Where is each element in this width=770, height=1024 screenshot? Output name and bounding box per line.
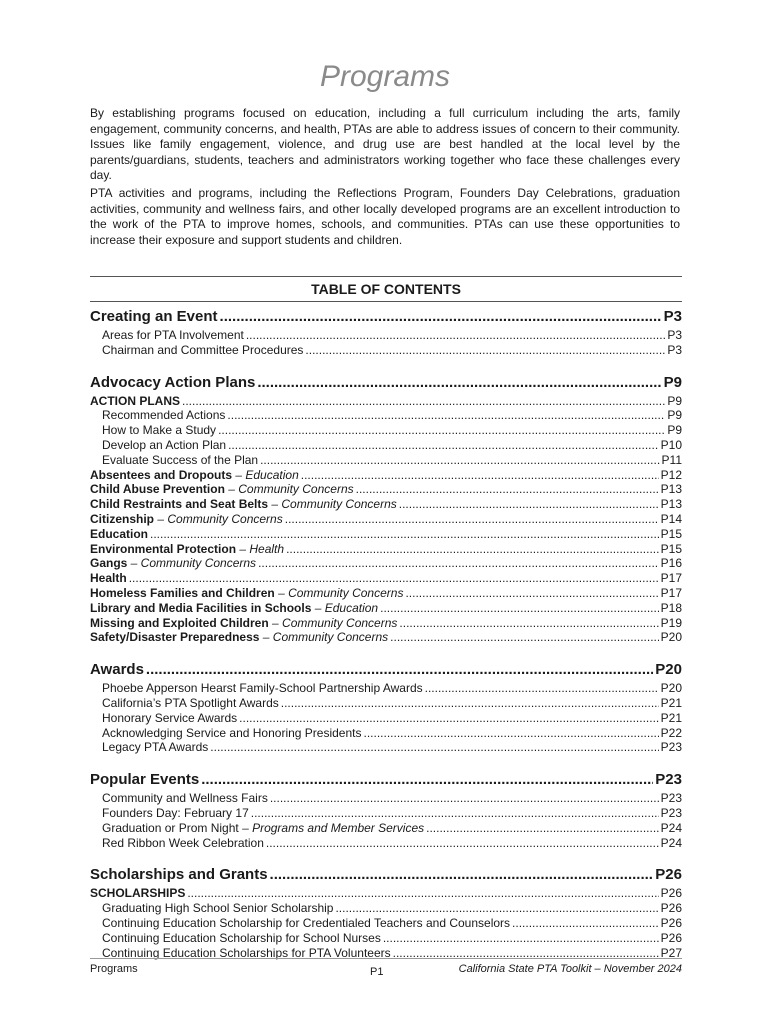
- toc-entry-title: Continuing Education Scholarships for PTA Volunteers: [102, 945, 391, 960]
- toc-leader-dots: [210, 740, 658, 755]
- toc-entry-title: Red Ribbon Week Celebration: [102, 835, 264, 850]
- toc-entry-page: P21: [660, 710, 682, 725]
- toc-leader-dots: [399, 497, 659, 512]
- toc-entry-page: P16: [660, 556, 682, 571]
- toc-entry[interactable]: [90, 512, 682, 527]
- toc-entry-title: Absentees and Dropouts: [90, 467, 233, 482]
- toc-entry-page: P19: [660, 615, 682, 630]
- toc-heading: TABLE OF CONTENTS: [311, 281, 461, 297]
- toc-entry-title: Legacy PTA Awards: [102, 740, 209, 755]
- toc-leader-dots: [286, 542, 659, 557]
- toc-entry[interactable]: [90, 681, 682, 696]
- toc-entry-page: P12: [660, 467, 682, 482]
- toc-entry-label: [90, 423, 216, 438]
- toc-entry-page: P22: [660, 725, 682, 740]
- toc-entry-title: Gangs: [90, 556, 128, 571]
- toc-leader-dots: [218, 423, 665, 438]
- toc-leader-dots: [146, 659, 653, 681]
- toc-entry-page: P26: [660, 930, 682, 945]
- toc-section-page: P3: [663, 308, 682, 325]
- toc-leader-dots: [356, 482, 659, 497]
- toc-entry-label: [90, 916, 510, 931]
- toc-entry-category: – Community Concerns: [274, 585, 404, 600]
- toc-entry-page: P17: [660, 571, 682, 586]
- toc-entry-label: [90, 616, 397, 631]
- toc-entry-page: P13: [660, 482, 682, 497]
- toc-leader-dots: [266, 836, 659, 851]
- toc-entry-title: ACTION PLANS: [90, 393, 180, 408]
- toc-entry-title: California’s PTA Spotlight Awards: [102, 695, 279, 710]
- toc-section-entry[interactable]: [90, 306, 682, 328]
- toc-entry-label: [90, 497, 397, 512]
- toc-entry[interactable]: [90, 586, 682, 601]
- toc-entry-category: – Community Concerns: [154, 511, 283, 526]
- toc-leader-dots: [335, 901, 658, 916]
- toc-entry-page: P26: [660, 886, 682, 901]
- toc-entry-page: P10: [660, 437, 682, 452]
- toc-entry-title: How to Make a Study: [102, 423, 217, 438]
- toc-entry-page: P24: [660, 820, 682, 835]
- toc-entry-title: Founders Day: February 17: [102, 805, 249, 820]
- toc-entry[interactable]: [90, 542, 682, 557]
- toc-leader-dots: [405, 586, 658, 601]
- toc-entry[interactable]: [90, 901, 682, 916]
- toc-entry[interactable]: [90, 408, 682, 423]
- toc-entry[interactable]: [90, 931, 682, 946]
- toc-leader-dots: [201, 769, 653, 791]
- toc-entry[interactable]: [90, 726, 682, 741]
- toc-entry[interactable]: [90, 886, 682, 901]
- toc-entry-label: [90, 453, 258, 468]
- toc-section: [90, 372, 682, 646]
- toc-entry-title: Environmental Protection: [90, 541, 237, 556]
- toc-entry[interactable]: [90, 696, 682, 711]
- toc-entry-label: [90, 886, 185, 901]
- toc-section-page: P20: [655, 661, 682, 679]
- toc-leader-dots: [383, 931, 659, 946]
- toc-leader-dots: [270, 791, 659, 806]
- toc-entry-page: P11: [661, 452, 682, 467]
- toc-top-rule: [90, 276, 682, 277]
- toc-section-title: Advocacy Action Plans: [90, 373, 256, 391]
- toc-entry-label: [90, 468, 299, 483]
- toc-entry-title: Homeless Families and Children: [90, 585, 275, 600]
- toc-entry-page: P26: [660, 915, 682, 930]
- toc-leader-dots: [257, 372, 661, 394]
- toc-entry-label: [90, 711, 237, 726]
- toc-entry-title: Phoebe Apperson Hearst Family-School Partnership Awards: [102, 681, 423, 696]
- toc-section-page: P23: [655, 771, 682, 789]
- toc-leader-dots: [129, 571, 659, 586]
- toc-entry-label: [90, 740, 208, 755]
- toc-entry-label: [90, 681, 423, 696]
- toc-entry-label: [90, 586, 403, 601]
- toc-leader-dots: [305, 343, 665, 358]
- intro-paragraph-2: PTA activities and programs, including the Reflections Program, Founders Day Celebrations, graduation activities, community and wellness fairs, and other locally developed programs are an excellent introduction to the work of the PTA to improve homes, schools, and communities. PTAs can use these opportunities to increase their exposure and support students and children.: [90, 186, 680, 247]
- toc-entry-label: [90, 821, 424, 836]
- toc-entry[interactable]: [90, 821, 682, 836]
- toc-entry-page: P18: [660, 600, 682, 615]
- toc-entry-page: P21: [660, 695, 682, 710]
- toc-entry-title: Child Abuse Prevention: [90, 482, 225, 497]
- toc-leader-dots: [301, 468, 659, 483]
- toc-entry[interactable]: [90, 468, 682, 483]
- toc-entry-title: SCHOLARSHIPS: [90, 886, 186, 901]
- toc-entry-title: Health: [90, 571, 127, 586]
- toc-entry-category: – Community Concerns: [268, 615, 398, 630]
- toc-entry-category: – Health: [236, 541, 285, 556]
- toc-entry-title: Evaluate Success of the Plan: [102, 452, 259, 467]
- toc-entry-title: Child Restraints and Seat Belts: [90, 497, 269, 512]
- toc-section-entry[interactable]: [90, 659, 682, 681]
- toc-leader-dots: [363, 726, 658, 741]
- toc-entry[interactable]: [90, 453, 682, 468]
- footer-page-number: P1: [370, 966, 384, 978]
- toc-entry-title: Continuing Education Scholarship for School Nurses: [102, 930, 381, 945]
- toc-leader-dots: [258, 556, 659, 571]
- toc-entry-label: [90, 601, 378, 616]
- toc-leader-dots: [251, 806, 659, 821]
- toc-leader-dots: [246, 328, 665, 343]
- toc-entry[interactable]: [90, 328, 682, 343]
- toc-leader-dots: [426, 821, 659, 836]
- toc-entry-label: [90, 408, 225, 423]
- toc-entry-label: [90, 556, 256, 571]
- toc-entry-label: [90, 482, 354, 497]
- toc-entry-label: [90, 438, 226, 453]
- toc-entry-page: P23: [660, 791, 682, 806]
- toc-section-entry[interactable]: [90, 372, 682, 394]
- toc-entry-label: [90, 394, 180, 409]
- toc-entry-label: [90, 343, 303, 358]
- toc-leader-dots: [220, 306, 662, 328]
- toc-section-title: Popular Events: [90, 771, 200, 789]
- toc-entry-title: Community and Wellness Fairs: [102, 791, 268, 806]
- toc-entry-page: P3: [667, 328, 682, 342]
- toc-entry-page: P14: [660, 511, 682, 526]
- toc-entry-title: Recommended Actions: [102, 408, 226, 423]
- toc-entry-title: Honorary Service Awards: [102, 710, 238, 725]
- toc-leader-dots: [281, 696, 659, 711]
- toc-entry[interactable]: [90, 343, 682, 358]
- toc-entry-label: [90, 542, 284, 557]
- intro-paragraph-1: By establishing programs focused on education, including a full curriculum including the arts, family engagement, community concerns, and health, PTAs are able to address issues of concern to their community. Issues like family engagement, violence, and drug use are best handled at the local level by the parents/guardians, students, teachers and administrators working together who face these challenges every day.: [90, 106, 680, 182]
- footer-rule: [90, 958, 682, 959]
- toc-entry-page: P9: [667, 393, 682, 408]
- toc-entry-page: P3: [667, 342, 682, 357]
- toc-leader-dots: [390, 630, 658, 645]
- toc-entry-page: P9: [667, 408, 682, 423]
- toc-heading-rule: [90, 301, 682, 302]
- toc-entry[interactable]: [90, 791, 682, 806]
- toc-entry-page: P26: [660, 901, 682, 916]
- toc-entry-category: – Education: [311, 600, 379, 615]
- toc-entry[interactable]: [90, 438, 682, 453]
- toc-entry-page: P20: [660, 630, 682, 645]
- toc-leader-dots: [227, 408, 665, 423]
- toc-entry-label: [90, 571, 127, 586]
- toc-entry-label: [90, 901, 333, 916]
- toc-entry-title: Citizenship: [90, 511, 155, 526]
- toc-entry-page: P17: [660, 585, 682, 600]
- toc-entry[interactable]: [90, 482, 682, 497]
- toc-leader-dots: [228, 438, 659, 453]
- toc-leader-dots: [239, 711, 658, 726]
- toc-entry-label: [90, 696, 279, 711]
- toc-entry-category: – Community Concerns: [224, 482, 354, 497]
- toc-leader-dots: [260, 453, 659, 468]
- toc-entry[interactable]: [90, 527, 682, 542]
- toc-entry-title: Safety/Disaster Preparedness: [90, 630, 260, 645]
- toc-entry-label: [90, 512, 283, 527]
- toc-leader-dots: [425, 681, 659, 696]
- toc-entry-title: Education: [90, 526, 149, 541]
- toc-entry-category: – Programs and Member Services: [238, 820, 425, 835]
- toc-section-page: P26: [655, 866, 682, 884]
- toc-entry[interactable]: [90, 556, 682, 571]
- toc-entry-label: [90, 630, 388, 645]
- toc-section-title: Creating an Event: [90, 308, 218, 325]
- toc-entry-title: Continuing Education Scholarship for Credentialed Teachers and Counselors: [102, 915, 511, 930]
- table-of-contents: [90, 306, 682, 974]
- toc-entry-title: Develop an Action Plan: [102, 437, 227, 452]
- toc-leader-dots: [182, 394, 665, 409]
- toc-entry-label: [90, 527, 148, 542]
- toc-entry[interactable]: [90, 836, 682, 851]
- toc-leader-dots: [380, 601, 659, 616]
- footer-section-name: Programs: [90, 963, 138, 975]
- toc-section: [90, 659, 682, 755]
- toc-entry-label: [90, 836, 264, 851]
- toc-entry[interactable]: [90, 601, 682, 616]
- toc-entry-page: P24: [660, 835, 682, 850]
- toc-entry-page: P23: [660, 740, 682, 755]
- toc-section: [90, 306, 682, 358]
- toc-entry-label: [90, 791, 268, 806]
- toc-entry-page: P9: [667, 423, 682, 438]
- toc-entry[interactable]: [90, 740, 682, 755]
- page-title: Programs: [319, 60, 451, 93]
- toc-entry-category: – Community Concerns: [127, 556, 257, 571]
- toc-entry-title: Acknowledging Service and Honoring Presidents: [102, 725, 362, 740]
- toc-entry[interactable]: [90, 423, 682, 438]
- toc-entry-page: P15: [660, 526, 682, 541]
- toc-entry[interactable]: [90, 630, 682, 645]
- toc-entry-title: Graduation or Prom Night: [102, 820, 239, 835]
- toc-entry-category: – Community Concerns: [268, 497, 397, 512]
- toc-entry[interactable]: [90, 711, 682, 726]
- toc-entry-label: [90, 931, 381, 946]
- toc-entry-title: Graduating High School Senior Scholarship: [102, 901, 334, 916]
- toc-section-title: Scholarships and Grants: [90, 866, 268, 884]
- toc-leader-dots: [150, 527, 659, 542]
- toc-section-title: Awards: [90, 661, 144, 679]
- toc-entry-page: P13: [660, 497, 682, 512]
- toc-section-entry[interactable]: [90, 769, 682, 791]
- toc-entry-title: Library and Media Facilities in Schools: [90, 600, 312, 615]
- toc-entry-title: Areas for PTA Involvement: [102, 328, 244, 342]
- toc-leader-dots: [270, 864, 654, 886]
- toc-leader-dots: [399, 616, 658, 631]
- toc-section-entry[interactable]: [90, 864, 682, 886]
- toc-section: [90, 769, 682, 850]
- toc-entry[interactable]: [90, 394, 682, 409]
- toc-entry-category: – Education: [232, 467, 299, 482]
- toc-leader-dots: [285, 512, 659, 527]
- toc-entry[interactable]: [90, 916, 682, 931]
- toc-entry-category: – Community Concerns: [259, 630, 389, 645]
- toc-entry-label: [90, 806, 249, 821]
- toc-entry-title: Missing and Exploited Children: [90, 615, 269, 630]
- toc-entry-page: P15: [660, 541, 682, 556]
- toc-entry-label: [90, 328, 244, 343]
- toc-entry-page: P20: [660, 681, 682, 696]
- toc-entry-label: [90, 726, 361, 741]
- toc-section-page: P9: [663, 373, 682, 391]
- toc-entry-title: Chairman and Committee Procedures: [102, 342, 304, 357]
- toc-entry[interactable]: [90, 806, 682, 821]
- toc-leader-dots: [187, 886, 658, 901]
- toc-leader-dots: [512, 916, 659, 931]
- toc-entry-page: P23: [660, 805, 682, 820]
- toc-entry[interactable]: [90, 616, 682, 631]
- toc-entry[interactable]: [90, 497, 682, 512]
- footer-publication: California State PTA Toolkit – November 2024: [458, 963, 682, 975]
- toc-section: [90, 864, 682, 960]
- toc-entry[interactable]: [90, 571, 682, 586]
- toc-entry-page: P27: [660, 945, 682, 960]
